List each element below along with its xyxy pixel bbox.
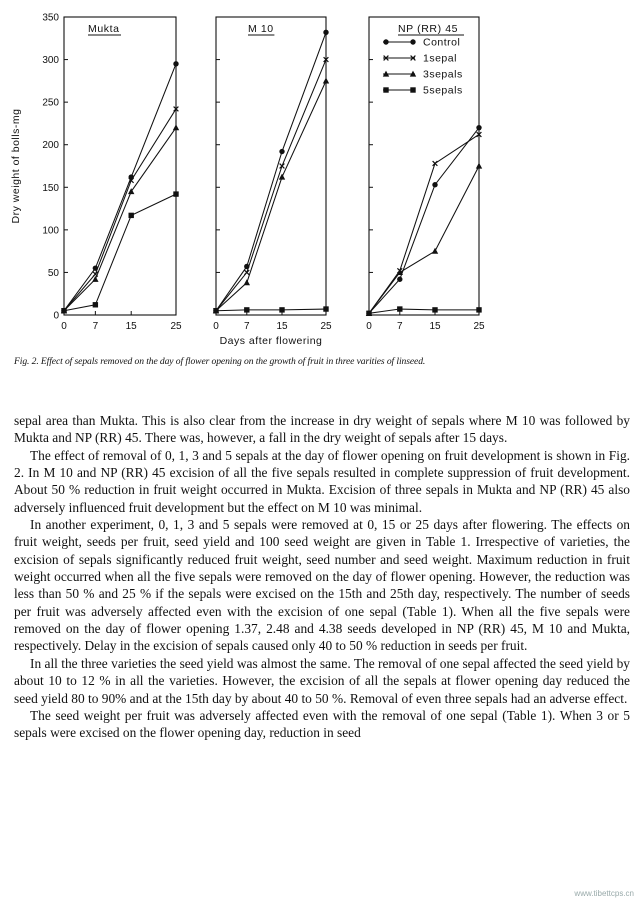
series-line-2 bbox=[64, 109, 176, 311]
data-point bbox=[129, 213, 134, 218]
x-tick-label: 0 bbox=[366, 321, 372, 332]
data-point bbox=[279, 174, 285, 180]
x-tick-label: 0 bbox=[61, 321, 67, 332]
x-axis-label: Days after flowering bbox=[219, 335, 323, 347]
series-line-3 bbox=[216, 81, 326, 311]
data-point bbox=[279, 307, 284, 312]
body-paragraph-2: The effect of removal of 0, 1, 3 and 5 sepals at the day of flower opening on fruit development is shown in Fig. 2. In M 10 and NP (RR) 45 excision of all the five sepals resulted in complete suppression of fruit development. About 50 % reduction in fruit weight occurred in Mukta. Excision of three sepals in Mukta and NP (RR) 45 also adversely influenced fruit development but the effect on M 10 was minimal. bbox=[14, 447, 630, 515]
body-paragraph-1: sepal area than Mukta. This is also clear from the increase in dry weight of sepals where M 10 was followed by Mukta and NP (RR) 45. There was, however, a fall in the dry weight of sepals after 15 days. bbox=[14, 413, 630, 446]
figure-2-charts bbox=[0, 0, 640, 372]
data-point bbox=[244, 307, 249, 312]
x-tick-label: 7 bbox=[244, 321, 250, 332]
panel-2 bbox=[213, 17, 332, 347]
data-point bbox=[397, 306, 402, 311]
y-tick-label: 0 bbox=[53, 310, 59, 322]
figure-caption bbox=[14, 356, 634, 367]
series-line-1 bbox=[369, 128, 479, 314]
y-tick-label: 100 bbox=[42, 225, 59, 237]
y-tick-label: 250 bbox=[42, 97, 59, 109]
x-tick-label: 15 bbox=[125, 321, 137, 332]
x-tick-label: 15 bbox=[276, 321, 288, 332]
data-point bbox=[279, 149, 284, 154]
x-tick-label: 25 bbox=[473, 321, 485, 332]
y-axis-label: Dry weight of bolls-mg bbox=[10, 108, 22, 224]
panel-1 bbox=[10, 13, 182, 333]
data-point bbox=[61, 308, 66, 313]
legend-entry: Control bbox=[423, 36, 461, 49]
series-line-1 bbox=[216, 32, 326, 310]
x-tick-label: 25 bbox=[170, 321, 182, 332]
figure-2 bbox=[0, 0, 640, 372]
legend-entry: 1sepal bbox=[423, 52, 457, 65]
data-point bbox=[213, 308, 218, 313]
panel-title: NP (RR) 45 bbox=[398, 23, 459, 35]
data-point bbox=[244, 279, 250, 285]
data-point bbox=[476, 163, 482, 169]
data-point bbox=[432, 248, 438, 254]
series-line-4 bbox=[216, 309, 326, 311]
y-tick-label: 350 bbox=[42, 12, 59, 24]
x-tick-label: 7 bbox=[397, 321, 403, 332]
legend-marker bbox=[410, 87, 415, 92]
series-line-3 bbox=[64, 128, 176, 311]
x-tick-label: 15 bbox=[429, 321, 441, 332]
data-point bbox=[173, 124, 179, 130]
series-line-4 bbox=[369, 309, 479, 313]
series-line-2 bbox=[369, 134, 479, 313]
plot-frame bbox=[216, 17, 326, 315]
data-point bbox=[366, 311, 371, 316]
y-tick-label: 300 bbox=[42, 55, 59, 67]
legend bbox=[383, 37, 463, 97]
data-point bbox=[244, 270, 249, 275]
data-point bbox=[323, 306, 328, 311]
data-point bbox=[280, 164, 285, 169]
legend-entry: 5sepals bbox=[423, 84, 463, 97]
plot-frame bbox=[64, 17, 176, 315]
x-tick-label: 7 bbox=[92, 321, 99, 332]
legend-entry: 3sepals bbox=[423, 68, 463, 81]
panel-title: M 10 bbox=[248, 23, 274, 35]
panel-title: Mukta bbox=[88, 23, 120, 35]
legend-marker bbox=[410, 39, 415, 44]
y-tick-label: 50 bbox=[47, 267, 59, 279]
data-point bbox=[323, 77, 329, 83]
data-point bbox=[173, 191, 178, 196]
x-tick-label: 0 bbox=[213, 321, 219, 332]
data-point bbox=[323, 30, 328, 35]
data-point bbox=[397, 277, 402, 282]
data-point bbox=[476, 307, 481, 312]
y-tick-label: 150 bbox=[42, 182, 59, 194]
data-point bbox=[173, 61, 178, 66]
x-tick-label: 25 bbox=[320, 321, 332, 332]
figure-caption-text: Fig. 2. Effect of sepals removed on the day of flower opening on the growth of fruit in three varities of linseed. bbox=[14, 356, 426, 367]
body-text bbox=[14, 412, 630, 742]
legend-marker bbox=[383, 87, 388, 92]
panel-3 bbox=[366, 17, 485, 332]
data-point bbox=[93, 302, 98, 307]
legend-marker bbox=[383, 39, 388, 44]
body-paragraph-3: In another experiment, 0, 1, 3 and 5 sepals were removed at 0, 15 or 25 days after flowering. The effects on fruit weight, seeds per fruit, seed yield and 100 seed weight are given in Table 1. Irrespective of varieties, the excision of sepals significantly reduced fruit weight, seed number and seed weight. Maximum reduction in fruit weight occurred when all the five sepals were removed on the day of flower opening. However, the reduction was less than 50 % and 25 % if the sepals were excised on the 15th and 25th day, respectively. The number of seeds per fruit was adversely affected even with the excision of one sepal (Table 1). When all the five sepals were removed on the day of flower opening 1.37, 2.48 and 4.38 seeds developed in NP (RR) 45, M 10 and Mukta, respectively. Delay in the excision of sepals caused only 40 to 50 % reduction in seeds per fruit. bbox=[14, 517, 630, 654]
series-line-3 bbox=[369, 166, 479, 313]
series-line-1 bbox=[64, 64, 176, 311]
y-tick-label: 200 bbox=[42, 140, 59, 152]
body-paragraph-5: The seed weight per fruit was adversely affected even with the removal of one sepal (Table 1). When 3 or 5 sepals were excised on the flower opening day, reduction in seed bbox=[14, 707, 630, 741]
data-point bbox=[432, 307, 437, 312]
data-point bbox=[476, 125, 481, 130]
watermark: www.tibettcps.cn bbox=[574, 889, 634, 898]
body-paragraph-4: In all the three varieties the seed yield was almost the same. The removal of one sepal affected the seed yield by about 10 to 12 % in all the varieties. However, the excision of all the sepals at flower opening day reduced the seed yield 80 to 90% and at the 15th day by about 40 to 50 %. Removal of even three sepals had an adverse effect. bbox=[14, 655, 630, 706]
data-point bbox=[432, 182, 437, 187]
series-line-2 bbox=[216, 60, 326, 311]
